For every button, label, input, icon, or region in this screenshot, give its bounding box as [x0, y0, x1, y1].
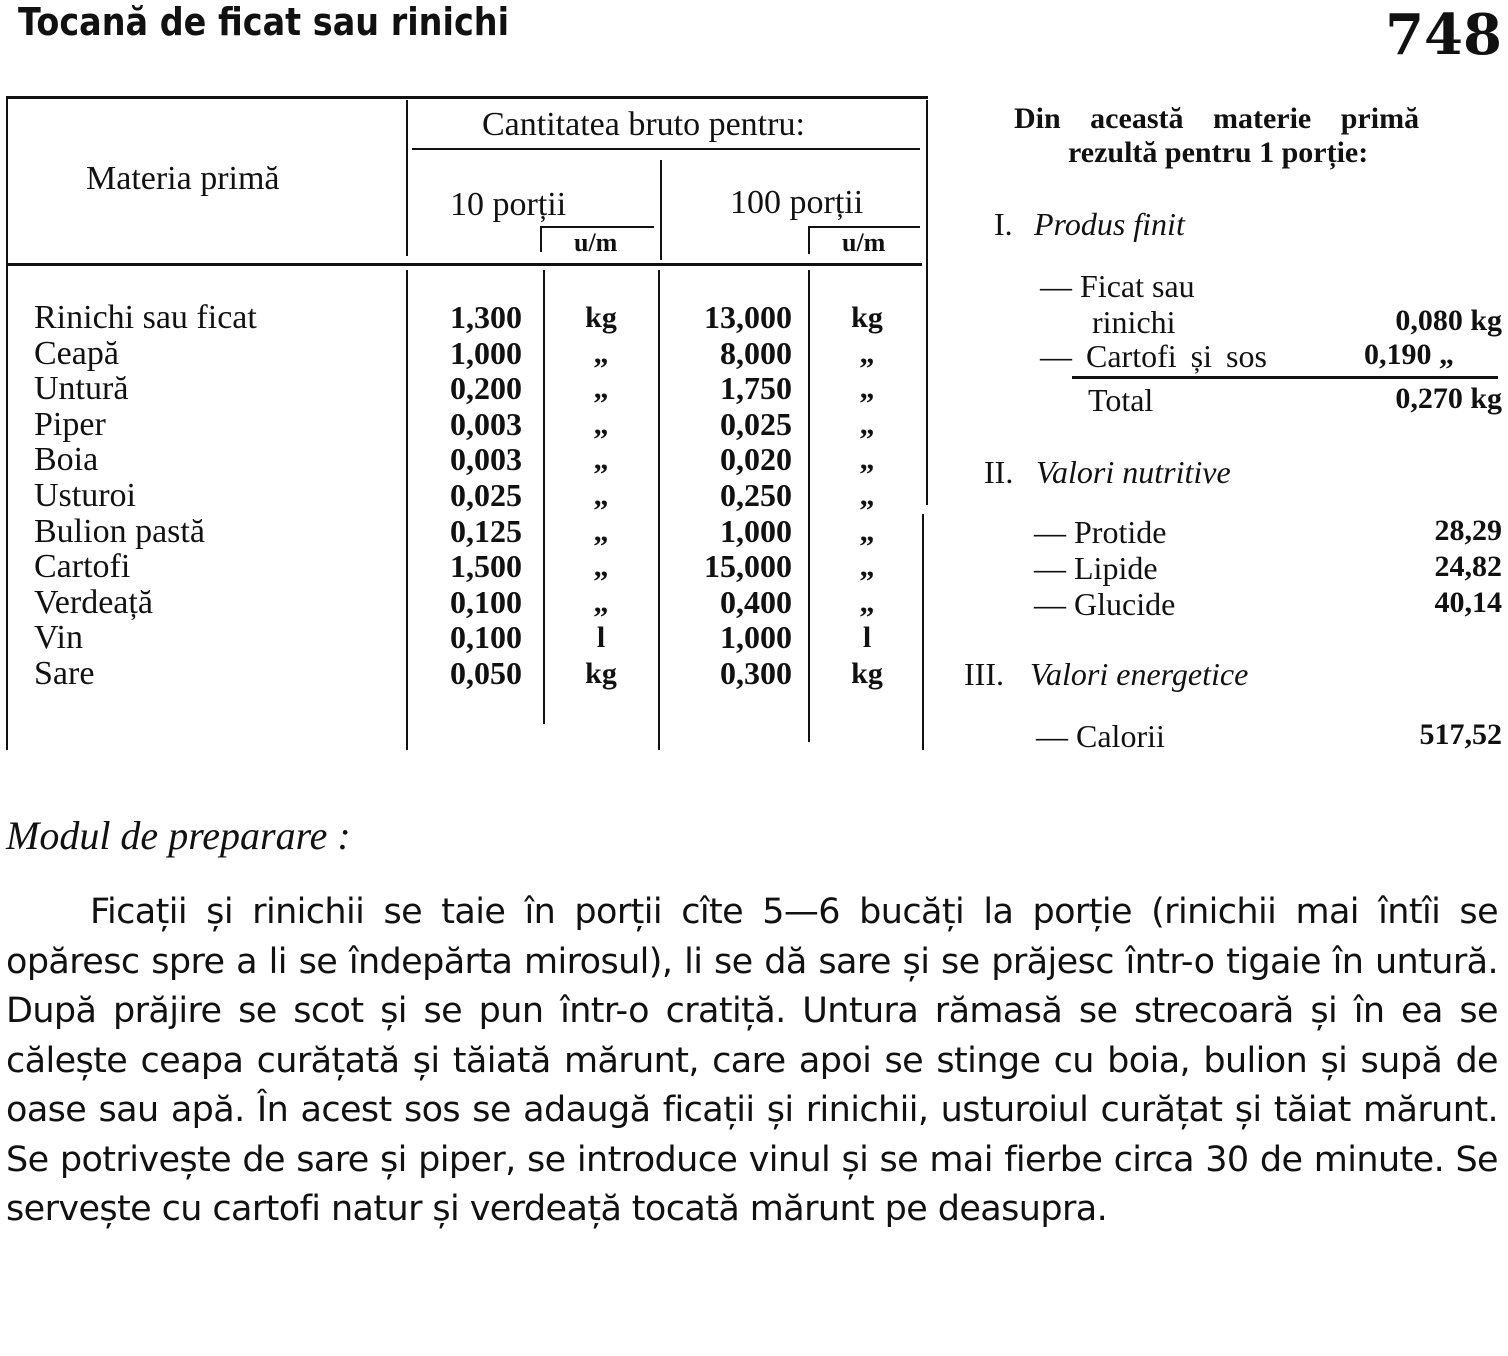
col-divider-unit100 [808, 270, 810, 742]
section3-title: Valori energetice [1030, 656, 1249, 692]
nutrition-value: 40,14 [1434, 586, 1502, 619]
unit-10: „ [593, 443, 609, 477]
col-divider-100-head [660, 160, 662, 260]
col-divider-unit10 [543, 270, 545, 724]
ingredient-name: Sare [34, 655, 95, 692]
section1-title: Produs finit [1034, 206, 1185, 242]
ingredient-name: Ceapă [34, 334, 119, 372]
ingredient-name: Vin [34, 619, 83, 657]
qty-100: 0,025 [720, 405, 792, 442]
section1-roman: I. [994, 206, 1013, 242]
unit-10: l [596, 621, 606, 655]
section2-title: Valori nutritive [1036, 454, 1231, 490]
col-divider-unit100-head [808, 226, 810, 254]
section3-roman: III. [964, 656, 1004, 692]
summary-heading-line1: Din această materie primă [1014, 102, 1420, 135]
unit-100: „ [859, 550, 875, 584]
method-text: Ficații și rinichii se taie în porții cîte 5—6 bucăți la porție (rinichii mai întîi se opăresc spre a li se îndepărta mirosul), li se dă sare și se prăjesc într-o tigaie în untură. După prăjire se scot și se pun într-o cratiță. Untura rămasă se strecoară și în ea se călește ceapa curățată și tăiată mărunt, care apoi se stinge cu boia, bulion și supă de oase sau apă. În acest sos se adaugă ficații și rinichii, usturoiul curățat și tăiat mărunt. Se potrivește de sare și piper, se introduce vinul și se mai fierbe circa 30 de minute. Se servește cu cartofi natur și verdeață tocată mărunt pe deasupra. [6, 892, 1498, 1229]
unit-header-10: u/m [574, 228, 618, 257]
unit-100: „ [859, 585, 875, 619]
page-number: 748 [1385, 2, 1502, 68]
total-rule [1072, 376, 1498, 379]
group-header-rule [412, 148, 920, 150]
unit-10: „ [593, 550, 609, 584]
ingredient-name: Bulion pastă [34, 512, 205, 550]
qty-10: 1,500 [450, 548, 522, 585]
unit-10: „ [593, 479, 609, 512]
total-value: 0,270 kg [1395, 382, 1502, 415]
material-header: Materia primă [86, 160, 280, 197]
table-header-rule [8, 263, 922, 266]
finished-item1-line1: — Ficat sau [1040, 268, 1195, 304]
nutrition-label: — Lipide [1034, 550, 1158, 586]
qty-100: 13,000 [704, 299, 792, 335]
unit-10: „ [593, 585, 609, 619]
qty-10: 0,200 [450, 370, 522, 407]
qty-100: 8,000 [720, 334, 792, 371]
col-divider-material [406, 100, 408, 256]
col-divider-unit10-head [540, 226, 542, 252]
table-right-border-body [922, 514, 924, 750]
unit-100: „ [859, 372, 875, 406]
qty-10: 1,300 [450, 299, 522, 335]
section2-roman: II. [984, 454, 1014, 490]
qty-100: 0,400 [720, 583, 792, 620]
unit-100: „ [859, 514, 875, 548]
table-left-border [6, 96, 8, 750]
qty-100: 1,000 [720, 619, 792, 656]
unit-10: „ [593, 514, 609, 548]
table-right-border-head [926, 100, 928, 505]
ingredient-name: Untură [34, 370, 129, 408]
qty-10: 1,000 [450, 334, 522, 371]
finished-item1-line2: rinichi [1092, 304, 1176, 340]
calories-label: — Calorii [1036, 718, 1165, 754]
qty-10: 0,125 [450, 512, 522, 549]
finished-item2: — Cartofi și sos [1040, 338, 1267, 374]
unit-100: „ [859, 407, 875, 441]
qty-100: 15,000 [704, 548, 792, 585]
unit-100: „ [859, 443, 875, 477]
qty-100: 0,020 [720, 441, 792, 478]
finished-item1-value: 0,080 kg [1395, 304, 1502, 337]
unit-header-100: u/m [842, 228, 886, 257]
ingredient-name: Cartofi [34, 548, 131, 586]
ingredient-name: Usturoi [34, 477, 136, 514]
nutrition-label: — Glucide [1034, 586, 1176, 622]
method-title: Modul de preparare : [6, 813, 351, 858]
ingredient-name: Verdeață [34, 583, 153, 621]
unit-100: „ [859, 479, 875, 512]
table-top-rule [8, 96, 928, 99]
finished-item2-value: 0,190 „ [1364, 338, 1454, 371]
qty-10: 0,050 [450, 655, 522, 691]
group-header: Cantitatea bruto pentru: [482, 106, 805, 143]
qty-10: 0,100 [450, 619, 522, 656]
qty-100: 1,000 [720, 512, 792, 549]
page-title: Tocană de ficat sau rinichi [18, 0, 510, 44]
unit-10: kg [585, 657, 617, 690]
qty-10: 0,100 [450, 583, 522, 620]
col-divider-100 [658, 270, 660, 750]
unit-10: kg [585, 301, 617, 334]
portions-10-header: 10 porții [450, 186, 567, 223]
unit-100: kg [851, 301, 883, 334]
ingredient-name: Piper [34, 405, 106, 443]
qty-10: 0,003 [450, 405, 522, 442]
unit-10: „ [593, 336, 609, 370]
unit-100: „ [859, 336, 875, 370]
qty-10: 0,003 [450, 441, 522, 478]
nutrition-value: 24,82 [1434, 550, 1502, 583]
summary-heading-line2: rezultă pentru 1 porție: [1068, 136, 1369, 169]
portions-100-header: 100 porții [730, 184, 864, 221]
qty-100: 0,300 [720, 655, 792, 691]
ingredient-name: Boia [34, 441, 99, 479]
unit-10: „ [593, 407, 609, 441]
total-label: Total [1088, 382, 1154, 418]
unit-100: kg [851, 657, 883, 690]
qty-100: 1,750 [720, 370, 792, 407]
col-divider-material-body [406, 270, 408, 750]
qty-100: 0,250 [720, 477, 792, 513]
unit-10: „ [593, 372, 609, 406]
qty-10: 0,025 [450, 477, 522, 513]
nutrition-label: — Protide [1034, 514, 1167, 550]
nutrition-value: 28,29 [1434, 514, 1502, 547]
calories-value: 517,52 [1419, 718, 1502, 751]
ingredient-name: Rinichi sau ficat [34, 299, 257, 336]
unit-100: l [862, 621, 872, 655]
